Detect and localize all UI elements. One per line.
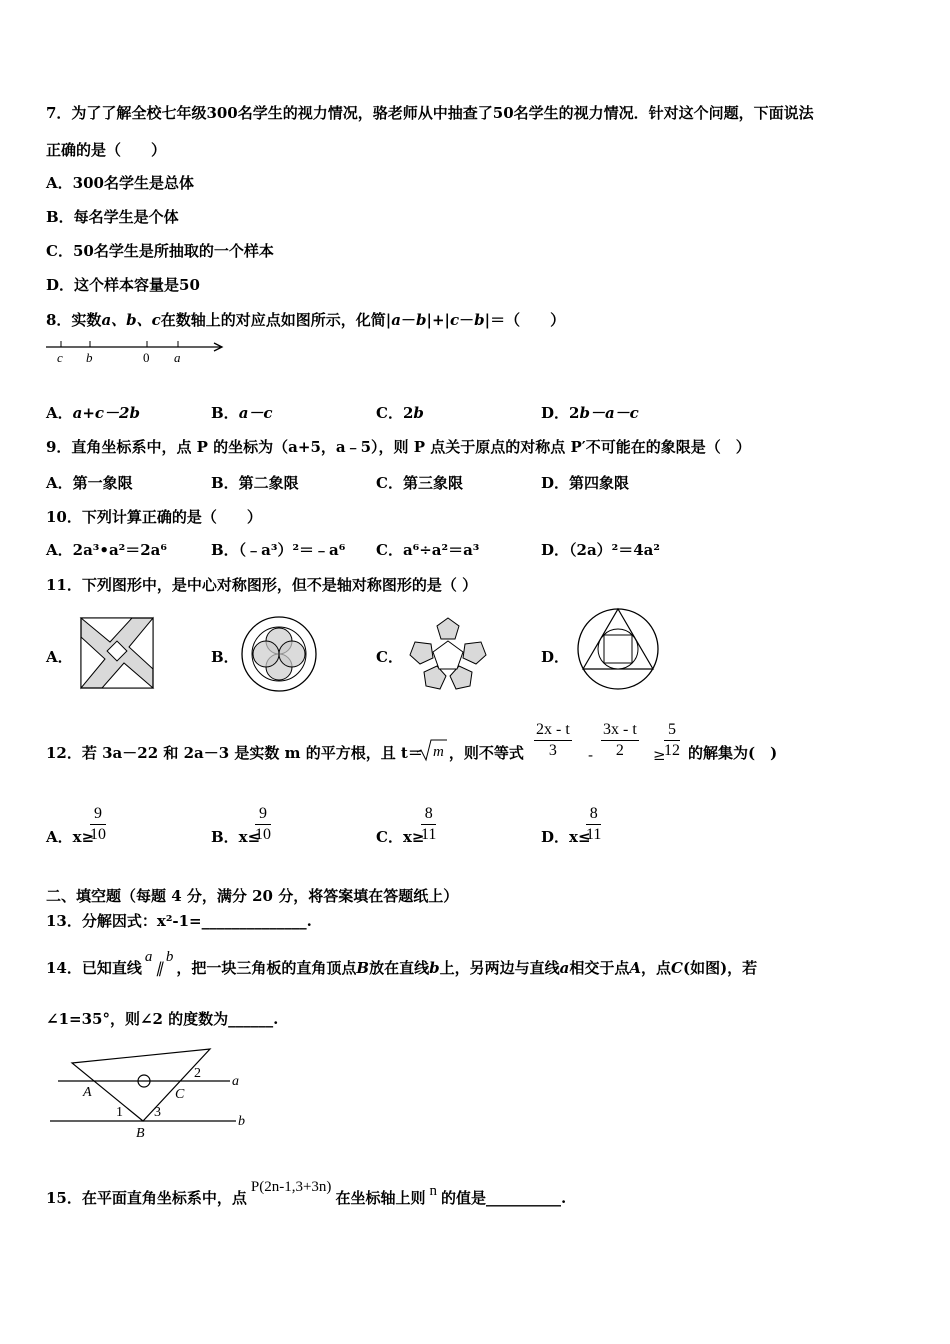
q12-fraction-1: $\frac{2x - t}{3}$ [536,721,570,759]
q11-option-c-label: C． [376,648,403,666]
svg-text:2: 2 [194,1066,201,1081]
q12-option-b-label: B．x≤ [211,828,261,846]
q12-fraction-2: $\frac{3x - t}{2}$ [603,721,637,759]
q12-stem: 12．若 3a－22 和 2a－3 是实数 m 的平方根，且 t＝ ，则不等式 [46,744,524,762]
q7-option-c: C．50名学生是所抽取的一个样本 [46,242,274,260]
svg-text:b: b [238,1114,245,1129]
q12-option-c-label: C．x≥ [376,828,425,846]
q15-stem: 15．在平面直角坐标系中，点P(2n-1,3+3n)在坐标轴上则 n 的值是__________. [46,1179,567,1207]
q12-option-a-label: A．x≥ [46,828,95,846]
q14-figure [48,1046,258,1141]
q9-option-c: C．第三象限 [376,474,463,492]
axis-label-c: c [57,350,63,365]
q10-option-d: D．（2a）²＝4a² [541,541,660,559]
q8-number-line [44,338,229,368]
q10-stem: 10．下列计算正确的是（ ） [46,508,262,526]
q8-option-d: D．2b－a－c [541,404,639,422]
svg-text:A: A [83,1085,92,1100]
q11-option-b-label: B． [211,648,239,666]
q12-option-d-label: D．x≤ [541,828,591,846]
q12-option-d-fraction: $\frac{8}{11}$ [586,805,602,843]
q14-stem-line1: 14．已知直线a∥b，把一块三角板的直角顶点B放在直线b上，另两边与直线a相交于点A，点C(如图)，若 [46,949,758,977]
svg-text:3: 3 [154,1105,161,1120]
q10-option-c: C．a⁶÷a²＝a³ [376,541,480,559]
q8-option-a: A．a+c－2b [46,404,140,422]
q12-option-a-fraction: $\frac{9}{10}$ [90,805,106,843]
q12-option-c-fraction: $\frac{8}{11}$ [421,805,437,843]
q7-option-b: B．每名学生是个体 [46,208,179,226]
section-2-heading: 二、填空题（每题 4 分，满分 20 分，将答案填在答题纸上） [46,887,459,905]
q12-sqrt-sign [416,737,448,763]
q7-option-d: D．这个样本容量是50 [46,276,200,294]
axis-label-zero: 0 [143,350,150,365]
q11-figure-d [572,607,664,691]
svg-text:m: m [433,744,444,760]
q11-option-d-label: D． [541,648,570,666]
axis-label-a: a [174,350,181,365]
q14-stem-line2: ∠1=35°，则∠2 的度数为______. [46,1010,279,1028]
q9-stem: 9．直角坐标系中，点 P 的坐标为（a+5，a﹣5），则 P 点关于原点的对称点 P′不可能在的象限是（ ） [46,438,751,456]
svg-text:C: C [175,1087,185,1102]
q10-option-b: B．（﹣a³）²＝﹣a⁶ [211,541,346,559]
q7-stem-line2: 正确的是（ ） [46,141,167,159]
axis-label-b: b [86,350,93,365]
q10-option-a: A．2a³•a²＝2a⁶ [46,541,167,559]
q8-stem: 8．实数a、b、c在数轴上的对应点如图所示，化简|a－b|+|c－b|＝（ ） [46,311,566,329]
q8-option-b: B．a－c [211,404,273,422]
q13-stem: 13．分解因式：x²-1=______________. [46,912,312,930]
q12-suffix: 的解集为( ) [688,744,778,762]
svg-text:B: B [136,1126,145,1141]
q12-ge: ≥ [653,746,666,764]
q7-stem-line1: 7．为了了解全校七年级300名学生的视力情况，骆老师从中抽查了50名学生的视力情况．针对这个问题，下面说法 [46,104,814,122]
q11-stem: 11．下列图形中，是中心对称图形，但不是轴对称图形的是（ ） [46,576,478,594]
q11-figure-a [80,617,154,689]
q9-option-b: B．第二象限 [211,474,299,492]
q9-option-d: D．第四象限 [541,474,630,492]
q11-figure-b [240,616,318,692]
q7-option-a: A．300名学生是总体 [46,174,194,192]
q12-option-b-fraction: $\frac{9}{10}$ [255,805,271,843]
svg-text:a: a [232,1074,239,1089]
q9-option-a: A．第一象限 [46,474,133,492]
q8-option-c: C．2b [376,404,424,422]
q12-fraction-3: $\frac{5}{12}$ [664,721,680,759]
svg-text:1: 1 [116,1105,123,1120]
q11-option-a-label: A． [46,648,73,666]
q11-figure-c [408,616,488,692]
q12-minus: - [588,746,594,764]
